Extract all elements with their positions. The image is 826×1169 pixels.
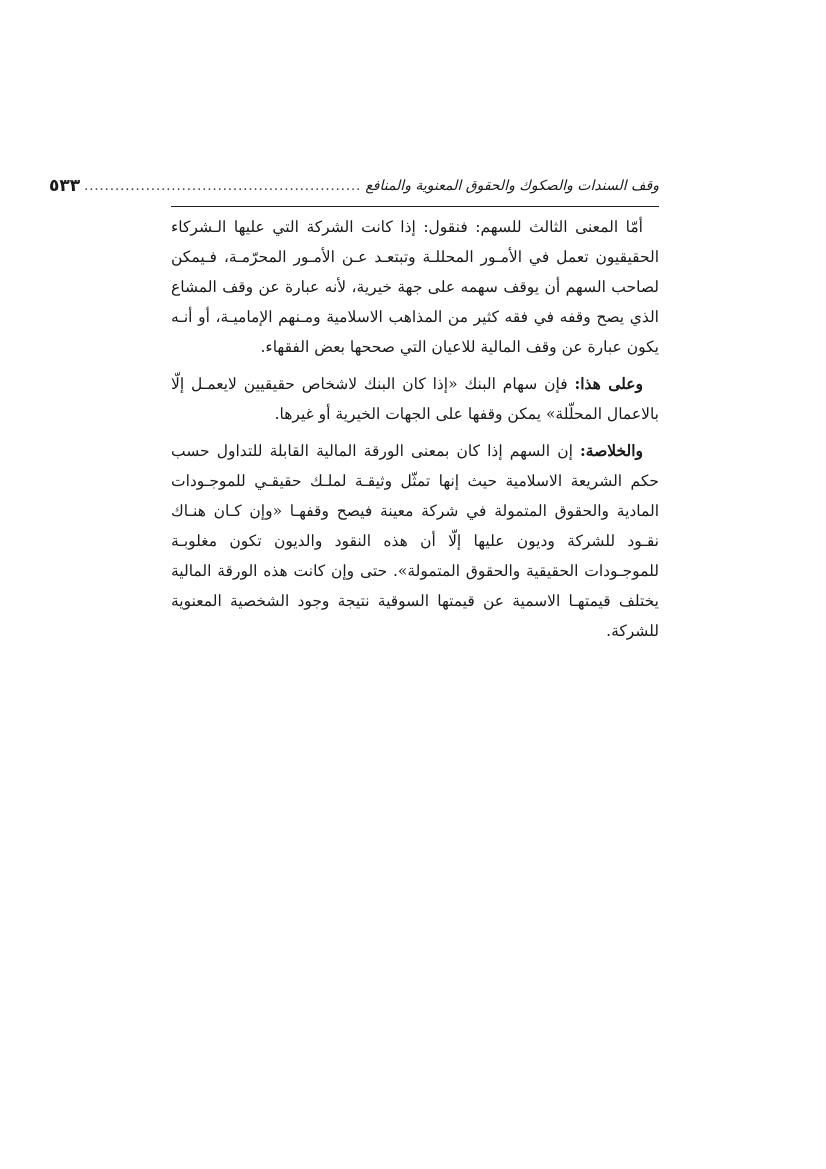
body-text xyxy=(171,212,659,653)
paragraph-3-text: إن السهم إذا كان بمعنى الورقة المالية القابلة للتداول حسب حكم الشريعة الاسلامية حيث إنها تمثّل وثيقـة لملـك حقيقـي للموجـودات المادية والحقوق المتمولة في شركة معينة فيصح وقفهـا «وإن كـان هنـاك نقـود للشركة وديون عليها إلّا أن هذه النقود والديون تكون مغلوبـة للموجـودات الحقيقية والحقوق المتمولة». حتى وإن كانت هذه الورقة المالية يختلف قيمتهـا الاسمية عن قيمتها السوقية نتيجة وجود الشخصية المعنوية للشركة. xyxy=(171,442,659,640)
running-header xyxy=(49,172,659,207)
running-title: وقف السندات والصكوك والحقوق المعنوية والمنافع xyxy=(365,178,659,194)
paragraph-2-lead: وعلى هذا: xyxy=(574,374,643,393)
paragraph-1 xyxy=(171,212,659,362)
paragraph-3 xyxy=(171,436,659,646)
dot-leader: ...................................................... xyxy=(84,178,362,194)
page-number: ٥٣٣ xyxy=(49,176,81,196)
paragraph-2 xyxy=(171,369,659,429)
paragraph-1-text: أمّا المعنى الثالث للسهم: فنقول: إذا كانت الشركة التي عليها الـشركاء الحقيقيون تعمل في الأمـور المحللـة وتبتعـد عـن الأمـور المحرّمـة، فـيمكن لصاحب السهم أن يوقف سهمه على جهة خيرية، لأنه عبارة عن وقف المشاع الذي يصح وقفه في فقه كثير من المذاهب الاسلامية ومـنهم الإماميـة، أو أنـه يكون عبارة عن وقف المالية للاعيان التي صححها بعض الفقهاء. xyxy=(171,218,659,356)
paragraph-2-text: فإن سهام البنك «إذا كان البنك لاشخاص حقيقيين لايعمـل إلّا بالاعمال المحلّلة» يمكن وقفها على الجهات الخيرية أو غيرها. xyxy=(171,375,659,423)
paragraph-3-lead: والخلاصة: xyxy=(580,441,643,460)
